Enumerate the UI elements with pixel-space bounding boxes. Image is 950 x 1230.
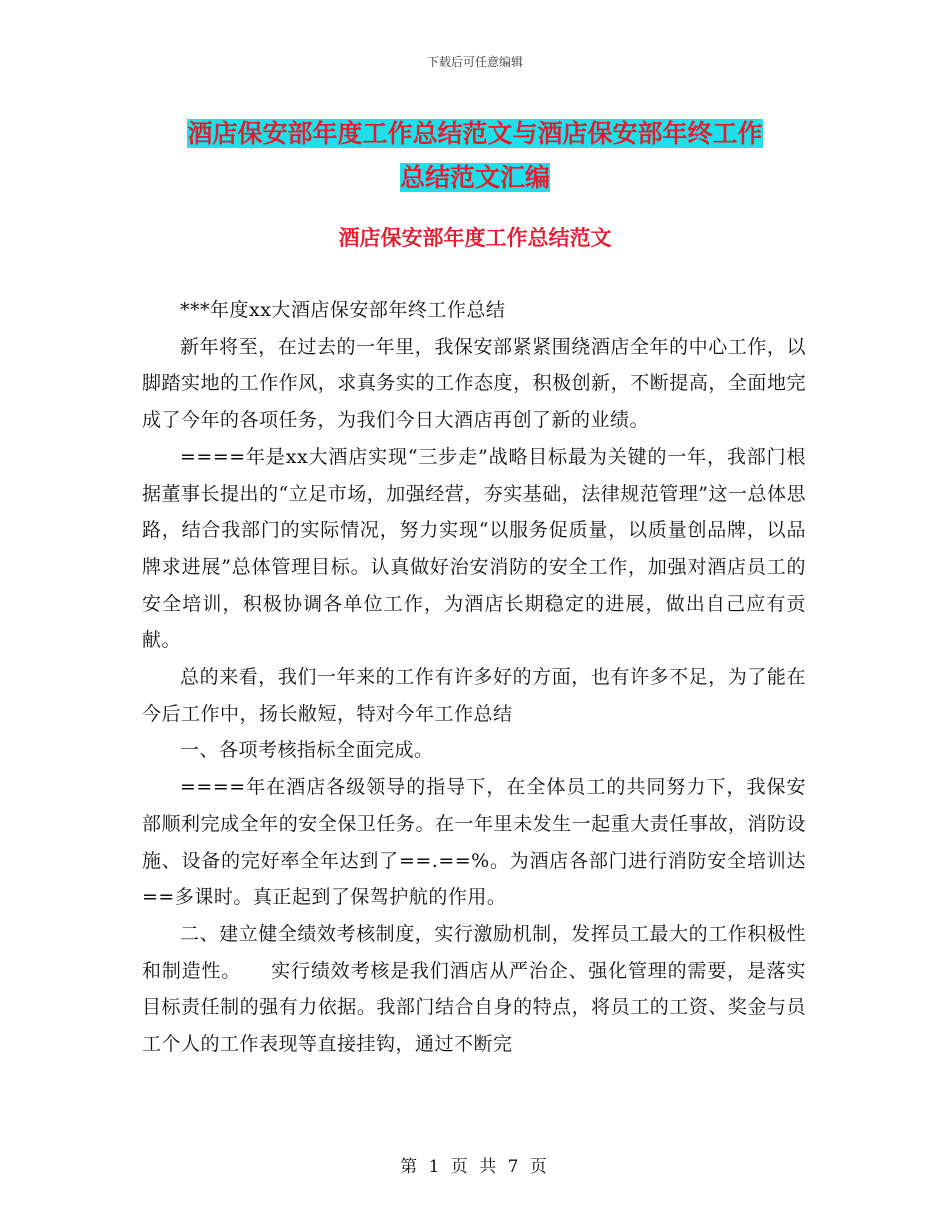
header-note: 下载后可任意编辑 <box>426 55 523 69</box>
document-body <box>142 292 806 1063</box>
title-line-2: 总结范文汇编 <box>399 163 550 192</box>
document-title <box>140 112 810 200</box>
paragraph: ====年在酒店各级领导的指导下，在全体员工的共同努力下，我保安部顺利完成全年的安全保卫任务。在一年里未发生一起重大责任事故，消防设施、设备的完好率全年达到了==.==%。为酒店各部门进行消防安全培训达==多课时。真正起到了保驾护航的作用。 <box>142 776 806 909</box>
paragraph: 总的来看，我们一年来的工作有许多好的方面，也有许多不足，为了能在今后工作中，扬长敝短，特对今年工作总结 <box>142 666 806 725</box>
section-title: 酒店保安部年度工作总结范文 <box>338 226 612 250</box>
paragraph: 二、建立健全绩效考核制度，实行激励机制，发挥员工最大的工作积极性和制造性。 实行绩效考核是我们酒店从严治企、强化管理的需要，是落实目标责任制的强有力依据。我部门结合自身的特点，将员工的工资、奖金与员工个人的工作表现等直接挂钩，通过不断完 <box>142 922 806 1056</box>
paragraph: 一、各项考核指标全面完成。 <box>180 739 434 762</box>
title-line-1: 酒店保安部年度工作总结范文与酒店保安部年终工作 <box>187 119 763 148</box>
paragraph: ====年是xx大酒店实现“三步走”战略目标最为关键的一年，我部门根据董事长提出的“立足市场，加强经营，夯实基础，法律规范管理”这一总体思路，结合我部门的实际情况，努力实现“以服务促质量，以质量创品牌，以品牌求进展”总体管理目标。认真做好治安消防的安全工作，加强对酒店员工的安全培训，积极协调各单位工作，为酒店长期稳定的进展，做出自己应有贡献。 <box>142 445 806 652</box>
paragraph: 新年将至，在过去的一年里，我保安部紧紧围绕酒店全年的中心工作，以脚踏实地的工作作风，求真务实的工作态度，积极创新，不断提高，全面地完成了今年的各项任务，为我们今日大酒店再创了新的业绩。 <box>142 335 806 432</box>
page-footer: 第 1 页 共 7 页 <box>400 1157 550 1177</box>
paragraph: ***年度xx大酒店保安部年终工作总结 <box>180 299 506 321</box>
